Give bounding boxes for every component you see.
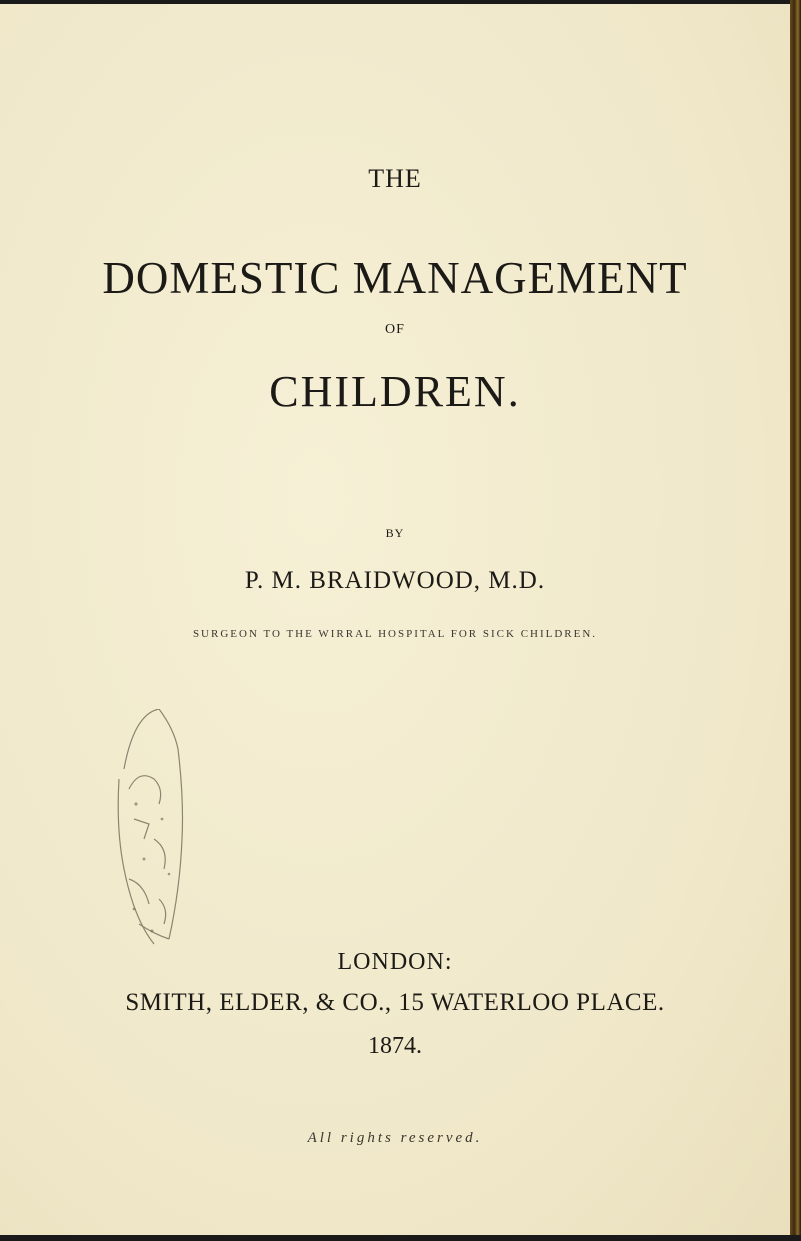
bottom-edge [0,1235,801,1241]
the-heading: THE [368,164,422,193]
publisher-line: SMITH, ELDER, & CO., 15 WATERLOO PLACE. [125,989,665,1016]
printers-emblem-icon [114,709,186,949]
rights-notice: All rights reserved. [307,1130,483,1146]
author-name: P. M. BRAIDWOOD, M.D. [244,567,546,594]
author-position: SURGEON TO THE WIRRAL HOSPITAL FOR SICK CHILDREN. [192,628,598,640]
of-word: OF [385,322,405,337]
book-subtitle: CHILDREN. [269,367,521,416]
book-title: DOMESTIC MANAGEMENT [102,253,688,303]
book-edge [790,0,801,1241]
title-page [0,4,790,1237]
publication-year: 1874. [368,1033,422,1059]
publication-city: LONDON: [337,949,453,975]
by-word: BY [385,526,405,540]
